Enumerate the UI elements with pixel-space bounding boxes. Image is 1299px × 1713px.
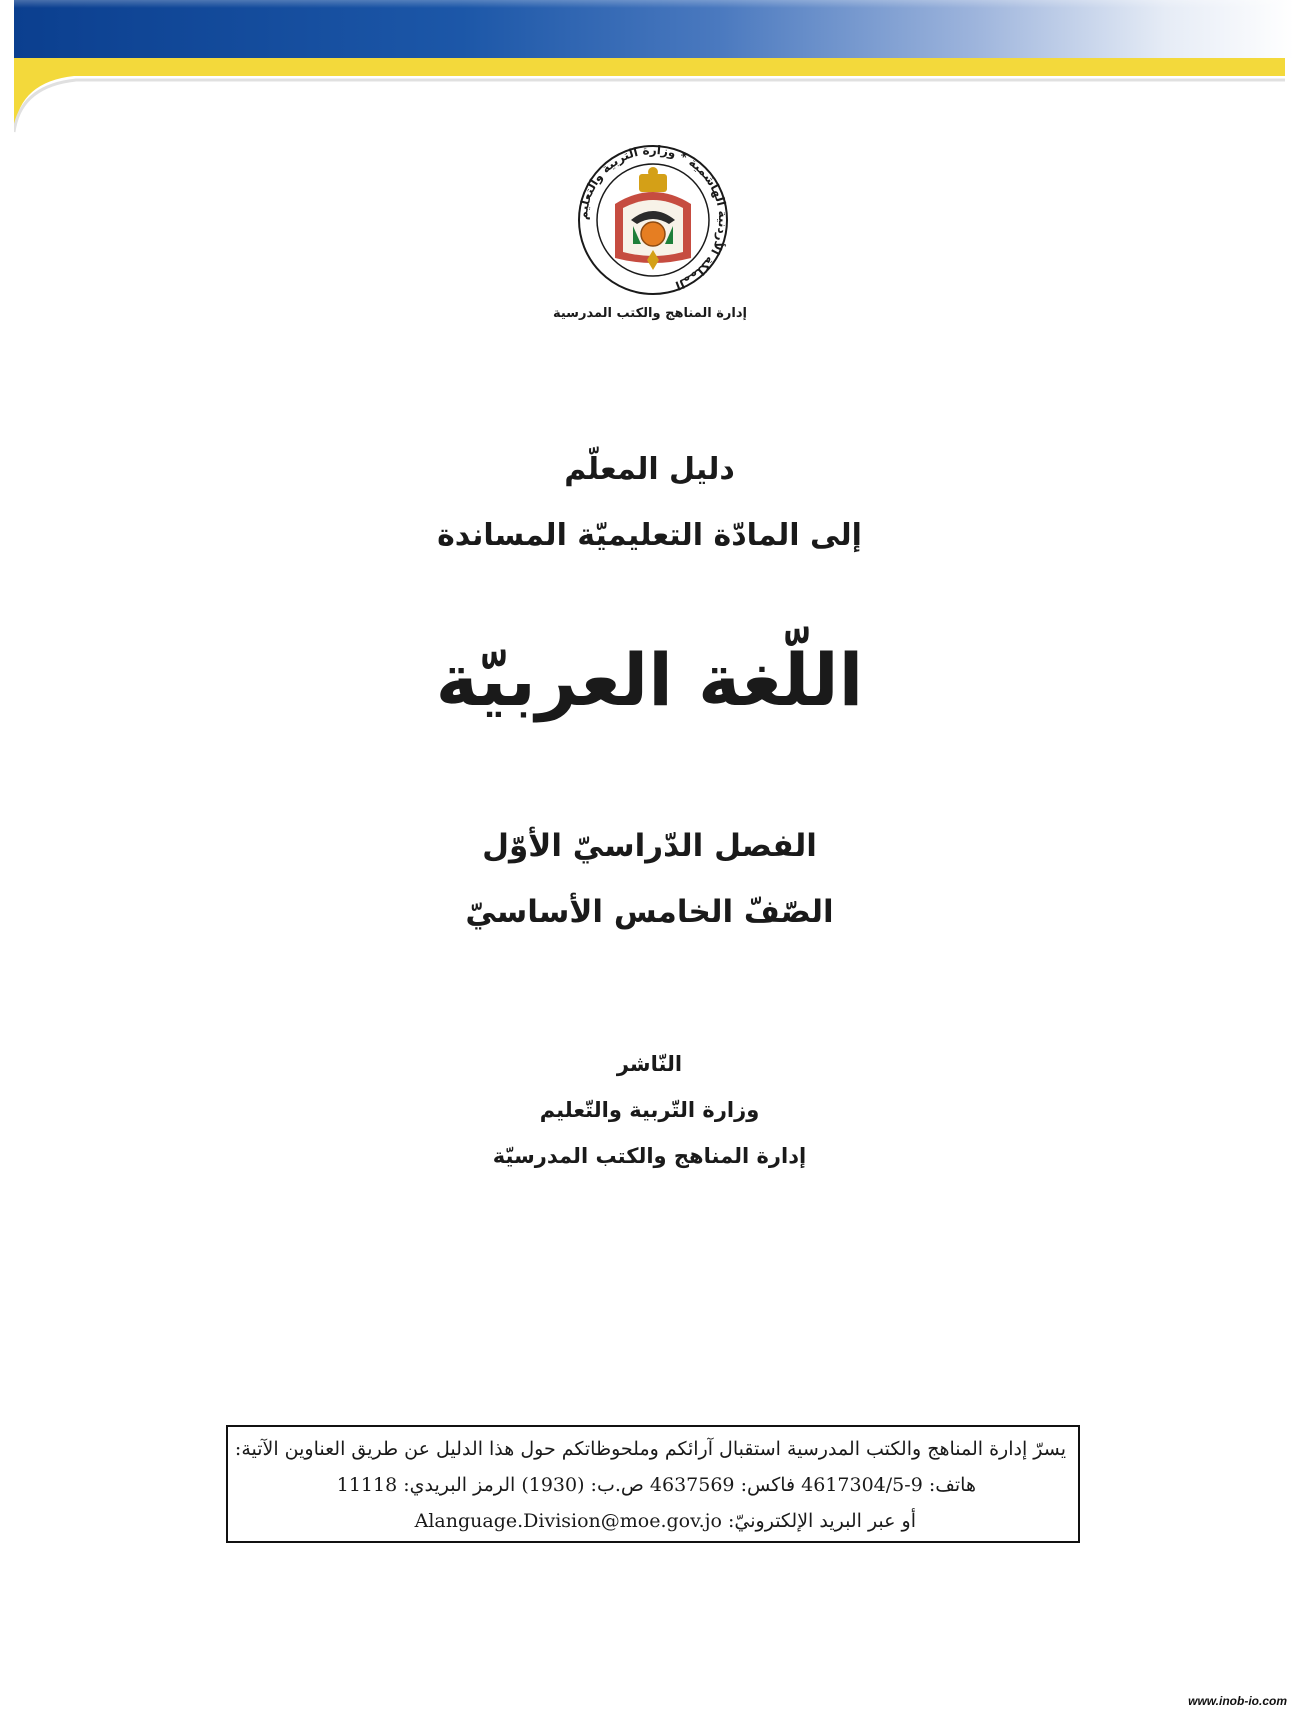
contact-phone-fax: هاتف: 9-4617304/5 فاكس: 4637569 ص.ب: (1930) الرمز البريدي: 11118 (336, 1474, 976, 1496)
header-swoosh-decoration (14, 62, 1285, 142)
guide-subtitle: إلى المادّة التعليميّة المساندة (437, 518, 862, 553)
emblem-ring-text: المملكة الأردنية الهاشمية * وزارة التربية والتعليم (575, 142, 731, 293)
contact-intro: يسرّ إدارة المناهج والكتب المدرسية استقبال آرائكم وملحوظاتكم حول هذا الدليل عن طريق العناوين الآتية: (234, 1438, 1066, 1460)
contact-email: أو عبر البريد الإلكترونيّ: Alanguage.Division@moe.gov.jo (414, 1510, 916, 1532)
emblem-caption: إدارة المناهج والكتب المدرسية (552, 306, 747, 321)
site-watermark: www.inob-io.com (1188, 1694, 1287, 1708)
subject-title: اللّغة العربيّة (435, 638, 864, 722)
grade-label: الصّفّ الخامس الأساسيّ (465, 894, 834, 930)
publisher-department: إدارة المناهج والكتب المدرسيّة (492, 1144, 807, 1168)
publisher-label: النّاشر (616, 1052, 683, 1076)
semester-label: الفصل الدّراسيّ الأوّل (482, 828, 817, 864)
publisher-ministry: وزارة التّربية والتّعليم (539, 1098, 760, 1122)
header-gradient-band (14, 0, 1294, 58)
guide-title: دليل المعلّم (564, 452, 735, 487)
ministry-emblem-icon (573, 140, 733, 300)
contact-info-box (226, 1425, 1080, 1543)
